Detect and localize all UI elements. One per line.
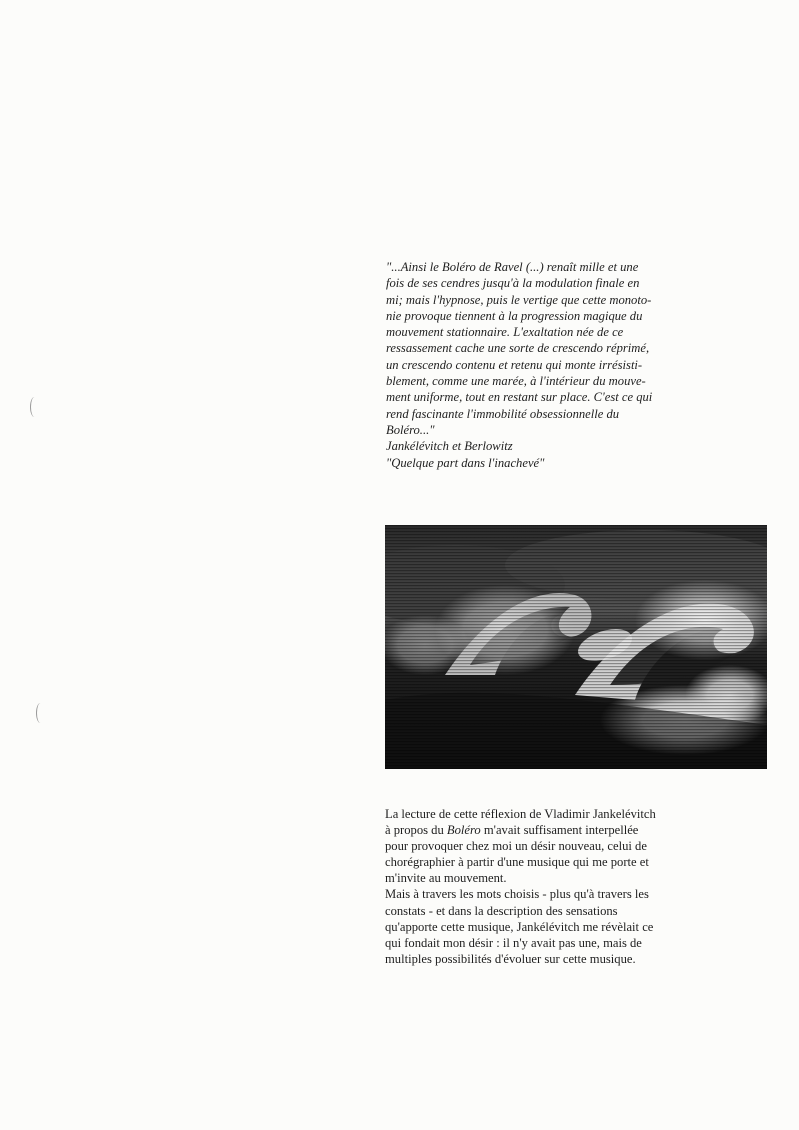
margin-mark-bottom (36, 703, 45, 723)
body-line: La lecture de cette réflexion de Vladimir Jankelévitch (385, 807, 656, 821)
quote-line: Boléro..." (386, 422, 435, 437)
body-line: pour provoquer chez moi un désir nouveau, celui de (385, 839, 647, 854)
epigraph-quote (386, 259, 686, 471)
body-text-run: m'avait suffisament interpellée (480, 823, 639, 838)
quote-line: mouvement stationnaire. L'exaltation née de ce (386, 325, 624, 340)
body-line: qui fondait mon désir : il n'y avait pas une, mais de (385, 935, 642, 950)
body-line: chorégraphier à partir d'une musique qui me porte et (385, 855, 649, 870)
body-line: qu'apporte cette musique, Jankélévitch me révèlait ce (385, 919, 654, 934)
margin-mark-top (30, 397, 39, 417)
body-line: m'invite au mouvement. (385, 871, 507, 886)
quote-line: mi; mais l'hypnose, puis le vertige que cette monoto- (386, 292, 652, 307)
quote-line: blement, comme une marée, à l'intérieur du mouve- (386, 374, 646, 389)
body-line: constats - et dans la description des sensations (385, 903, 618, 918)
work-title: Boléro (446, 823, 481, 838)
quote-line: nie provoque tiennent à la progression magique du (386, 308, 643, 323)
quote-line: rend fascinante l'immobilité obsessionnelle du (386, 406, 620, 421)
wave-photograph (385, 525, 767, 769)
quote-line: un crescendo contenu et retenu qui monte irrésisti- (386, 357, 643, 372)
quote-line: ment uniforme, tout en restant sur place. C'est ce qui (386, 390, 653, 405)
wave-illustration (385, 525, 767, 769)
body-line: Mais à travers les mots choisis - plus qu'à travers les (385, 887, 649, 902)
body-line: multiples possibilités d'évoluer sur cette musique. (385, 951, 636, 966)
body-line (385, 822, 705, 838)
body-paragraph (385, 806, 705, 967)
quote-line: ressassement cache une sorte de crescendo réprimé, (386, 341, 650, 356)
quote-source: "Quelque part dans l'inachevé" (386, 455, 545, 470)
quote-author: Jankélévitch et Berlowitz (386, 439, 513, 454)
body-text-run: à propos du (385, 823, 447, 838)
quote-line: "...Ainsi le Boléro de Ravel (...) renaît mille et une (386, 260, 639, 274)
quote-line: fois de ses cendres jusqu'à la modulation finale en (386, 276, 640, 291)
